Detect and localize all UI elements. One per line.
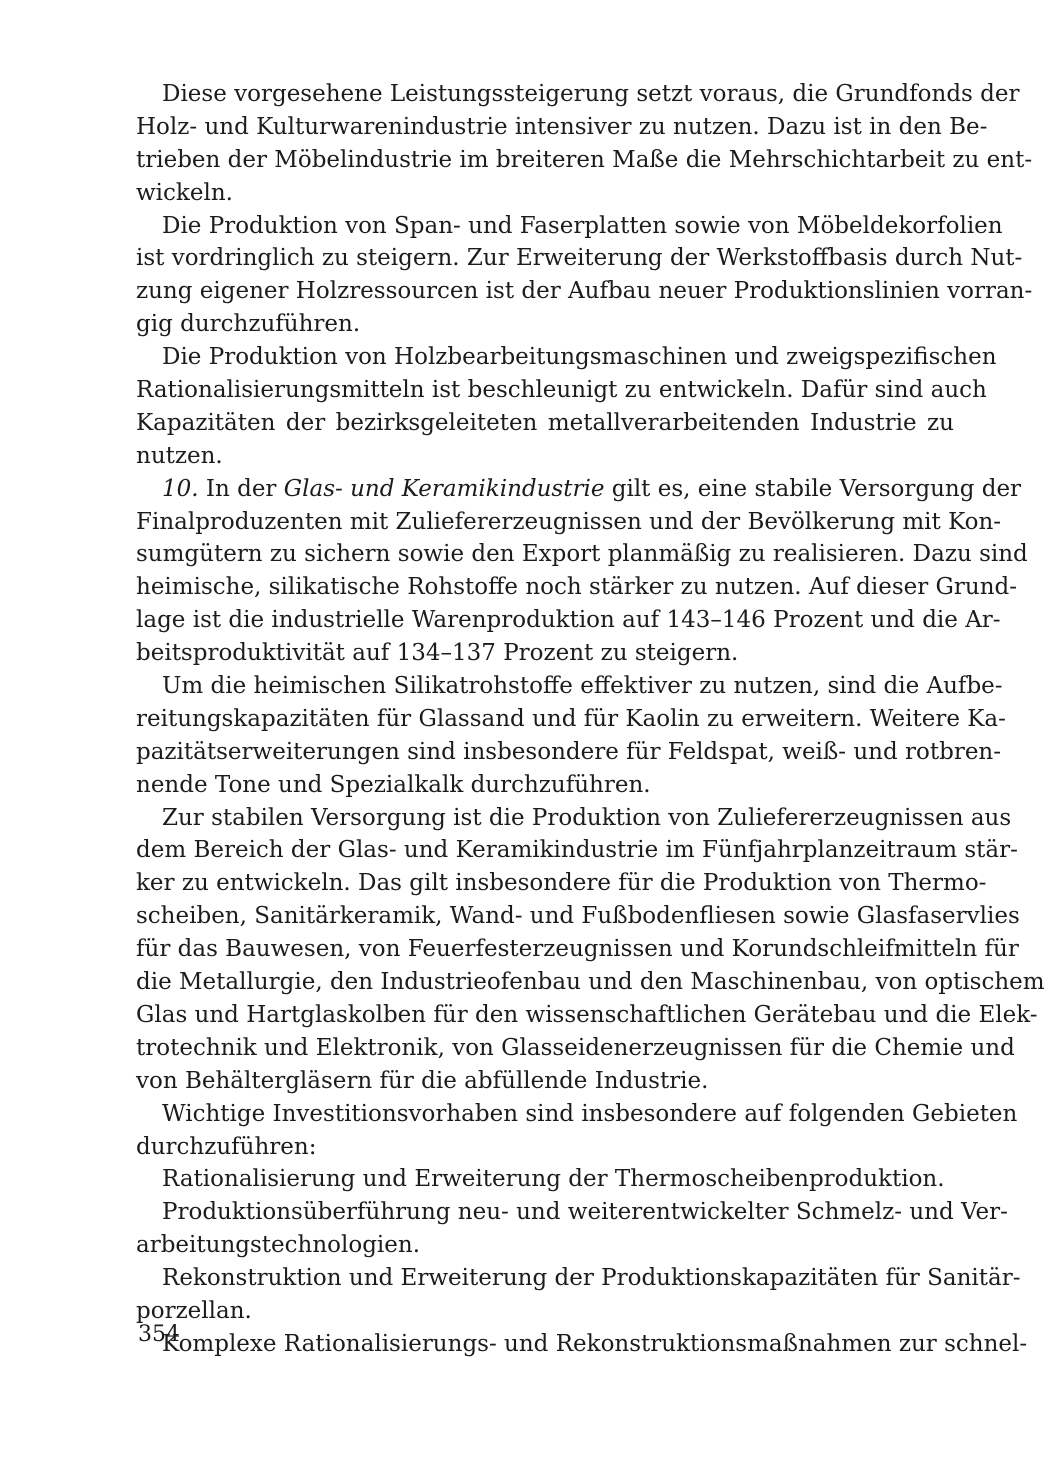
text-line: gig durchzuführen. [136, 311, 361, 338]
text-line: nende Tone und Spezialkalk durchzuführen. [136, 771, 651, 798]
list-item: Komplexe Rationalisierungs- und Rekonstruktionsmaßnahmen zur schnel- [162, 1330, 1028, 1357]
text-line: trieben der Möbelindustrie im breiteren Maße die Mehrschichtarbeit zu ent- [136, 146, 1033, 173]
text-line: nutzen. [136, 442, 223, 469]
text-line: Finalproduzenten mit Zuliefererzeugnissen und der Bevölkerung mit Kon- [136, 508, 1002, 535]
text-line: Kapazitäten der bezirksgeleiteten metallverarbeitenden Industrie zu [136, 409, 954, 436]
text-line: Um die heimischen Silikatrohstoffe effektiver zu nutzen, sind die Aufbe- [162, 673, 1003, 700]
list-item: Produktionsüberführung neu- und weiterentwickelter Schmelz- und Ver- [162, 1199, 1008, 1226]
text-line: von Behältergläsern für die abfüllende Industrie. [136, 1067, 709, 1094]
text-line: beitsproduktivität auf 134–137 Prozent zu steigern. [136, 640, 739, 667]
text-line: dem Bereich der Glas- und Keramikindustrie im Fünfjahrplanzeitraum stär- [136, 837, 1018, 864]
section-text-pre: In der [198, 475, 284, 502]
list-item-continuation: porzellan. [136, 1297, 252, 1324]
section-text-post: gilt es, eine stabile Versorgung der [604, 475, 1022, 502]
text-line: zung eigener Holzressourcen ist der Aufbau neuer Produktionslinien vorran- [136, 278, 1033, 305]
section-industry-name: Glas- und Keramikindustrie [283, 475, 605, 502]
list-item: Rationalisierung und Erweiterung der Thermoscheibenproduktion. [162, 1166, 945, 1193]
text-line: trotechnik und Elektronik, von Glasseidenerzeugnissen für die Chemie und [136, 1034, 1015, 1061]
list-item-continuation: arbeitungstechnologien. [136, 1232, 421, 1259]
text-line: Holz- und Kulturwarenindustrie intensiver zu nutzen. Dazu ist in den Be- [136, 113, 988, 140]
text-line: Wichtige Investitionsvorhaben sind insbesondere auf folgenden Gebieten [162, 1100, 1018, 1127]
text-line: ist vordringlich zu steigern. Zur Erweiterung der Werkstoffbasis durch Nut- [136, 245, 1023, 272]
text-line: lage ist die industrielle Warenproduktion auf 143–146 Prozent und die Ar- [136, 607, 1001, 634]
section-number: 10. [162, 475, 199, 502]
list-item: Rekonstruktion und Erweiterung der Produktionskapazitäten für Sanitär- [162, 1265, 1021, 1292]
page-number: 354 [138, 1322, 180, 1347]
text-line: durchzuführen: [136, 1133, 317, 1160]
text-line: wickeln. [136, 179, 233, 206]
text-line: sumgütern zu sichern sowie den Export planmäßig zu realisieren. Dazu sind [136, 541, 1028, 568]
text-line: scheiben, Sanitärkeramik, Wand- und Fußbodenfliesen sowie Glasfaservlies [136, 903, 1020, 930]
text-line: die Metallurgie, den Industrieofenbau und den Maschinenbau, von optischem [136, 969, 1045, 996]
text-line: pazitätserweiterungen sind insbesondere für Feldspat, weiß- und rotbren- [136, 738, 1002, 765]
text-line: Die Produktion von Holzbearbeitungsmaschinen und zweigspezifischen [162, 344, 997, 371]
text-line: Glas und Hartglaskolben für den wissenschaftlichen Gerätebau und die Elek- [136, 1001, 1038, 1028]
text-line: reitungskapazitäten für Glassand und für Kaolin zu erweitern. Weitere Ka- [136, 705, 1006, 732]
text-line: Die Produktion von Span- und Faserplatten sowie von Möbeldekorfolien [162, 212, 1003, 239]
text-line: ker zu entwickeln. Das gilt insbesondere für die Produktion von Thermo- [136, 870, 987, 897]
text-line: Diese vorgesehene Leistungssteigerung setzt voraus, die Grundfonds der [162, 81, 1020, 107]
page-body [136, 78, 1045, 1361]
text-line: Zur stabilen Versorgung ist die Produktion von Zuliefererzeugnissen aus [162, 804, 1012, 831]
text-line: heimische, silikatische Rohstoffe noch stärker zu nutzen. Auf dieser Grund- [136, 574, 1018, 601]
text-line: für das Bauwesen, von Feuerfesterzeugnissen und Korundschleifmitteln für [136, 936, 1019, 963]
text-line: Rationalisierungsmitteln ist beschleunigt zu entwickeln. Dafür sind auch [136, 377, 987, 404]
section-10-heading-line [136, 473, 1022, 506]
